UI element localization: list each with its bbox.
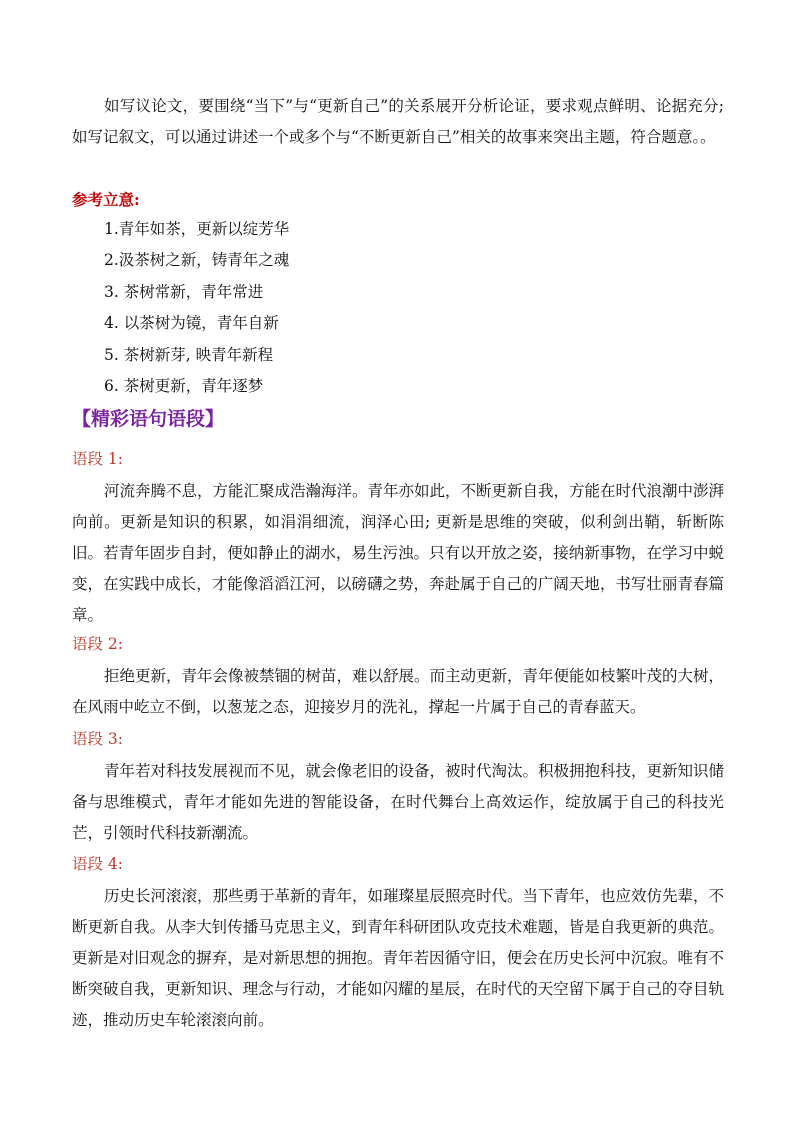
- reference-item-1: 1.青年如茶，更新以绽芳华: [104, 220, 290, 238]
- reference-item-6: 6. 茶树更新，青年逐梦: [104, 377, 264, 396]
- passage-3-text: 青年若对科技发展视而不见，就会像老旧的设备，被时代淘汰。积极拥抱科技，更新知识储备与思维模式，青年才能如先进的智能设备，在时代舞台上高效运作，绽放属于自己的科技光芒，引领时代科技新潮流。: [72, 762, 725, 842]
- passage-4-label: 语段 4:: [72, 855, 124, 873]
- passage-3-label: 语段 3:: [72, 730, 124, 748]
- passage-2-label: 语段 2:: [72, 635, 124, 653]
- passage-2-text: 拒绝更新，青年会像被禁锢的树苗，难以舒展。而主动更新，青年便能如枝繁叶茂的大树，在风雨中屹立不倒，以葱茏之态，迎接岁月的洗礼，撑起一片属于自己的青春蓝天。: [72, 667, 725, 716]
- passage-1-text: 河流奔腾不息，方能汇聚成浩瀚海洋。青年亦如此，不断更新自我，方能在时代浪潮中澎湃向前。更新是知识的积累，如涓涓细流，润泽心田; 更新是思维的突破，似利剑出鞘，斩断陈旧。若青年固步自封，便如静止的湖水，易生污浊。只有以开放之姿，接纳新事物，在学习中蜕变，在实践中成长，才能像滔滔江河，以磅礴之势，奔赴属于自己的广阔天地，书写壮丽青春篇章。: [72, 482, 725, 624]
- intro-paragraph: 如写议论文，要围绕“当下”与“更新自己”的关系展开分析论证，要求观点鲜明、论据充分; 如写记叙文，可以通过讲述一个或多个与“不断更新自己”相关的故事来突出主题，符合题意。。: [72, 97, 724, 146]
- reference-item-4: 4. 以茶树为镜，青年自新: [104, 314, 279, 333]
- section-title: 【精彩语句语段】: [72, 408, 225, 430]
- passage-1-label: 语段 1:: [72, 450, 124, 468]
- reference-item-3: 3. 茶树常新，青年常进: [104, 282, 264, 301]
- reference-list: [104, 214, 289, 402]
- reference-item-2: 2.汲茶树之新，铸青年之魂: [104, 251, 290, 270]
- passage-4-text: 历史长河滚滚，那些勇于革新的青年，如璀璨星辰照亮时代。当下青年，也应效仿先辈，不断更新自我。从李大钊传播马克思主义，到青年科研团队攻克技术难题，皆是自我更新的典范。更新是对旧观念的摒弃，是对新思想的拥抱。青年若因循守旧，便会在历史长河中沉寂。唯有不断突破自我，更新知识、理念与行动，才能如闪耀的星辰，在时代的天空留下属于自己的夺目轨迹，推动历史车轮滚滚向前。: [72, 887, 725, 1029]
- reference-label: 参考立意:: [72, 190, 140, 209]
- reference-item-5: 5. 茶树新芽, 映青年新程: [104, 345, 274, 364]
